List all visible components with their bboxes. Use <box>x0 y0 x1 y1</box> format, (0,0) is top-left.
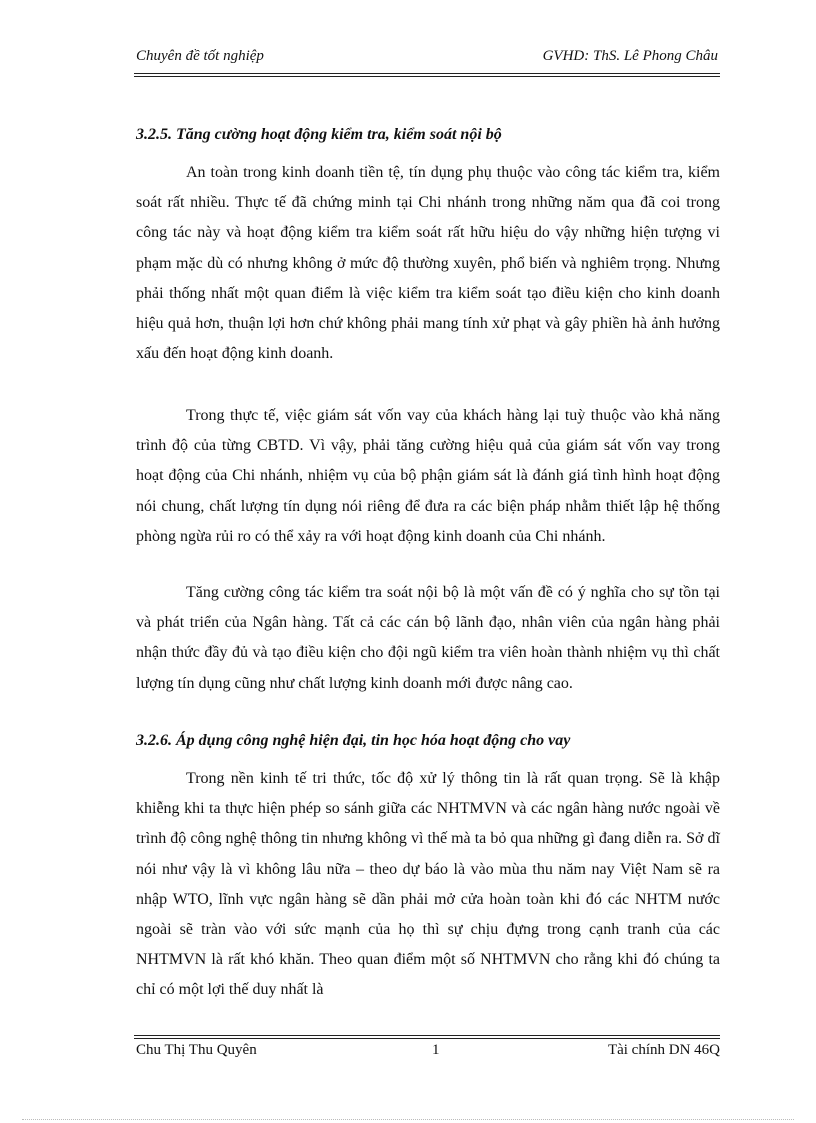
header-supervisor: GVHD: ThS. Lê Phong Châu <box>542 48 718 64</box>
paragraph: An toàn trong kinh doanh tiền tệ, tín dụng phụ thuộc vào công tác kiểm tra, kiểm soát rất nhiều. Thực tế đã chứng minh tại Chi nhánh trong những năm qua đã coi trong công tác này và hoạt động kiểm tra kiểm soát rất hữu hiệu do vậy những hiện tượng vi phạm mặc dù có nhưng không ở mức độ thường xuyên, phổ biến và nghiêm trọng. Nhưng phải thống nhất một quan điểm là việc kiểm tra kiểm soát tạo điều kiện cho kinh doanh hiệu quả hơn, thuận lợi hơn chứ không phải mang tính xử phạt và gây phiền hà ảnh hưởng xấu đến hoạt động kinh doanh. <box>136 164 720 363</box>
footer-author: Chu Thị Thu Quyên <box>136 1042 257 1058</box>
page-header <box>134 46 720 70</box>
footer-rule-thin <box>134 1035 720 1036</box>
header-rule-thin <box>134 76 720 77</box>
footer-class: Tài chính DN 46Q <box>607 1042 720 1058</box>
paragraph: Tăng cường công tác kiểm tra soát nội bộ là một vấn đề có ý nghĩa cho sự tồn tại và phát triển của Ngân hàng. Tất cả các cán bộ lãnh đạo, nhân viên của ngân hàng phải nhận thức đầy đủ và tạo điều kiện cho đội ngũ kiểm tra viên hoàn thành nhiệm vụ thì chất lượng tín dụng cũng như chất lượng kinh doanh mới được nâng cao. <box>136 584 720 692</box>
footer-rule <box>134 1038 720 1039</box>
section-heading-3-2-6: 3.2.6. Áp dụng công nghệ hiện đại, tin học hóa hoạt động cho vay <box>136 732 571 749</box>
paragraph: Trong nền kinh tế tri thức, tốc độ xử lý thông tin là rất quan trọng. Sẽ là khập khiễng khi ta thực hiện phép so sánh giữa các NHTMVN và các ngân hàng nước ngoài về trình độ công nghệ thông tin nhưng không vì thế mà ta bỏ qua những gì đang diễn ra. Sở dĩ nói như vậy là vì không lâu nữa – theo dự báo là vào mùa thu năm nay Việt Nam sẽ ra nhập WTO, lĩnh vực ngân hàng sẽ dần phải mở cửa hoàn toàn khi đó các NHTM nước ngoài sẽ tràn vào với sức mạnh của họ thì sự chịu đựng trong cạnh tranh của các NHTMVN là rất khó khăn. Theo quan điểm một số NHTMVN cho rằng khi đó chúng ta chỉ có một lợi thế duy nhất là <box>136 770 720 999</box>
section-heading-3-2-5: 3.2.5. Tăng cường hoạt động kiểm tra, kiểm soát nội bộ <box>136 126 502 143</box>
paragraph: Trong thực tế, việc giám sát vốn vay của khách hàng lại tuỳ thuộc vào khả năng trình độ của từng CBTD. Vì vậy, phải tăng cường hiệu quả của giám sát vốn vay trong hoạt động của Chi nhánh, nhiệm vụ của bộ phận giám sát là đánh giá tình hình hoạt động nói chung, chất lượng tín dụng nói riêng để đưa ra các biện pháp nhằm thiết lập hệ thống phòng ngừa rủi ro có thể xảy ra với hoạt động kinh doanh của Chi nhánh. <box>136 407 720 545</box>
page-edge-divider <box>22 1119 794 1120</box>
page-number: 1 <box>432 1042 440 1058</box>
header-rule <box>134 73 720 74</box>
header-course-title: Chuyên đề tốt nghiệp <box>136 48 264 64</box>
